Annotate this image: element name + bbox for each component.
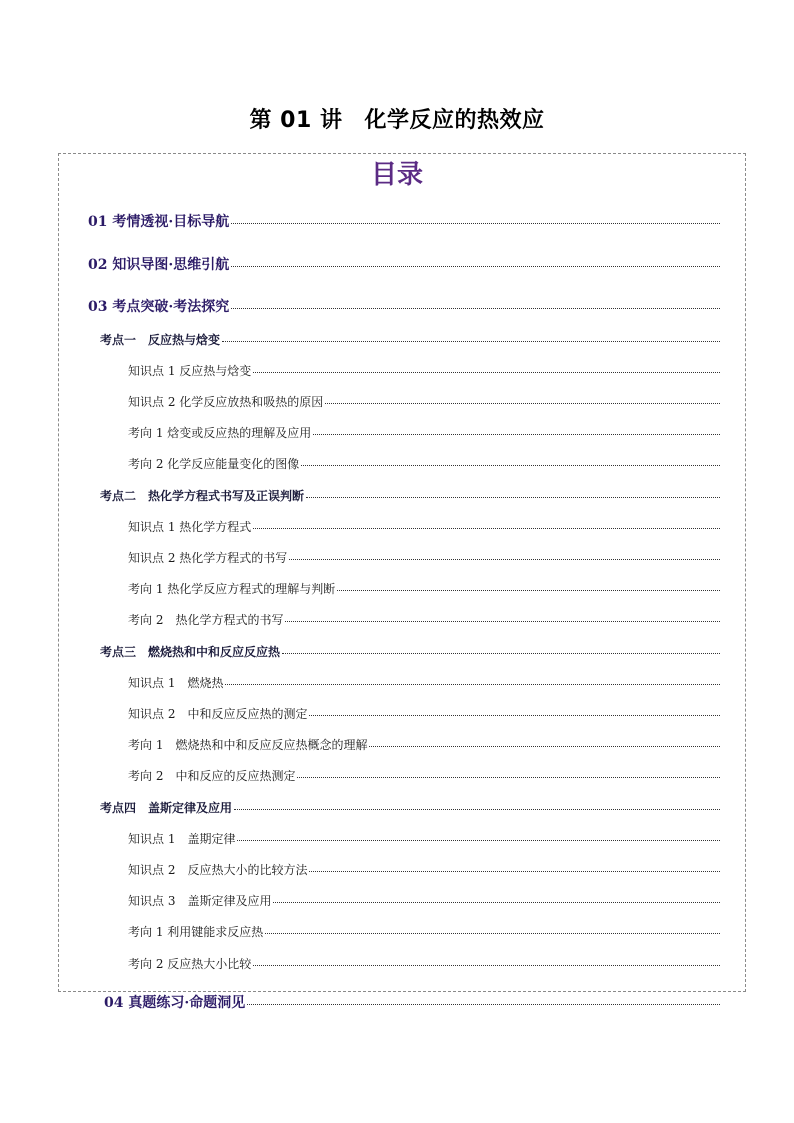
toc-entry-sub[interactable]	[128, 362, 720, 379]
dot-leader	[253, 527, 720, 529]
dot-leader	[247, 1003, 720, 1005]
dot-leader	[231, 222, 720, 224]
dot-leader	[253, 964, 720, 966]
toc-entry-sub[interactable]	[128, 705, 720, 722]
dot-leader	[289, 558, 720, 560]
toc-entry-label: 知识点 1 反应热与焓变	[128, 364, 252, 378]
dot-leader	[273, 901, 720, 903]
toc-entry-sub[interactable]	[128, 736, 720, 753]
toc-entry-label: 02 知识导图·思维引航	[88, 257, 230, 273]
toc-heading: 目录	[370, 160, 423, 190]
toc-entry-sub[interactable]	[128, 892, 720, 909]
toc-entry-label: 考向 2 反应热大小比较	[128, 957, 252, 971]
toc-entry-label: 知识点 2 化学反应放热和吸热的原因	[128, 395, 324, 409]
toc-entry-sub[interactable]	[128, 580, 720, 597]
dot-leader	[225, 683, 720, 685]
dot-leader	[253, 371, 720, 373]
toc-entry-sub[interactable]	[128, 455, 720, 472]
toc-entry-label: 知识点 2 热化学方程式的书写	[128, 551, 288, 565]
toc-entry-sub[interactable]	[128, 767, 720, 784]
toc-entry-label: 03 考点突破·考法探究	[88, 299, 230, 315]
toc-entry-sub[interactable]	[128, 861, 720, 878]
toc-entry-sub[interactable]	[128, 674, 720, 691]
toc-entry-label: 考向 2 中和反应的反应热测定	[128, 769, 296, 783]
dot-leader	[234, 808, 720, 810]
dot-leader	[313, 433, 720, 435]
toc-entry-topic-2[interactable]	[100, 487, 720, 504]
dot-leader	[297, 776, 720, 778]
toc-entry-label: 知识点 1 热化学方程式	[128, 520, 252, 534]
toc-entry-sub[interactable]	[128, 549, 720, 566]
toc-entry-label: 知识点 2 反应热大小的比较方法	[128, 863, 308, 877]
toc-entry-03[interactable]	[88, 296, 720, 316]
toc-entry-topic-3[interactable]	[100, 643, 720, 660]
toc-entry-sub[interactable]	[128, 393, 720, 410]
toc-entry-label: 考向 1 利用键能求反应热	[128, 925, 264, 939]
dot-leader	[301, 464, 720, 466]
toc-entry-label: 知识点 1 燃烧热	[128, 676, 224, 690]
toc-entry-label: 01 考情透视·目标导航	[88, 214, 230, 230]
toc-entry-04[interactable]	[104, 992, 720, 1012]
dot-leader	[285, 620, 720, 622]
toc-entry-01[interactable]	[88, 211, 720, 231]
dot-leader	[369, 745, 720, 747]
toc-entry-topic-1[interactable]	[100, 331, 720, 348]
toc-entry-label: 04 真题练习·命题洞见	[104, 995, 246, 1011]
title-topic: 化学反应的热效应	[364, 108, 545, 133]
toc-entry-02[interactable]	[88, 254, 720, 274]
dot-leader	[231, 265, 720, 267]
toc-entry-sub[interactable]	[128, 923, 720, 940]
toc-entry-label: 考点一 反应热与焓变	[100, 333, 221, 347]
dot-leader	[309, 870, 720, 872]
toc-entry-sub[interactable]	[128, 611, 720, 628]
toc-entry-sub[interactable]	[128, 830, 720, 847]
dot-leader	[265, 932, 720, 934]
toc-entry-label: 考向 1 热化学反应方程式的理解与判断	[128, 582, 336, 596]
dot-leader	[306, 496, 720, 498]
toc-entry-sub[interactable]	[128, 518, 720, 535]
toc-entry-label: 知识点 1 盖期定律	[128, 832, 236, 846]
dot-leader	[237, 839, 720, 841]
toc-entry-label: 考点三 燃烧热和中和反应反应热	[100, 645, 281, 659]
toc-entry-topic-4[interactable]	[100, 799, 720, 816]
toc-entry-label: 考点二 热化学方程式书写及正误判断	[100, 489, 305, 503]
toc-entry-label: 考向 1 燃烧热和中和反应反应热概念的理解	[128, 738, 368, 752]
toc-entry-label: 知识点 2 中和反应反应热的测定	[128, 707, 308, 721]
dot-leader	[309, 714, 720, 716]
toc-entry-label: 考向 1 焓变或反应热的理解及应用	[128, 426, 312, 440]
toc-entry-label: 考向 2 化学反应能量变化的图像	[128, 457, 300, 471]
toc-entry-label: 知识点 3 盖斯定律及应用	[128, 894, 272, 908]
page-title	[0, 103, 794, 134]
dot-leader	[222, 340, 720, 342]
dot-leader	[231, 307, 720, 309]
toc-entry-label: 考点四 盖斯定律及应用	[100, 801, 233, 815]
toc-entry-sub[interactable]	[128, 955, 720, 972]
toc-entry-label: 考向 2 热化学方程式的书写	[128, 613, 284, 627]
title-lecture-number: 第 01 讲	[249, 108, 343, 133]
dot-leader	[282, 652, 720, 654]
toc-entry-sub[interactable]	[128, 424, 720, 441]
dot-leader	[337, 589, 720, 591]
dot-leader	[325, 402, 720, 404]
